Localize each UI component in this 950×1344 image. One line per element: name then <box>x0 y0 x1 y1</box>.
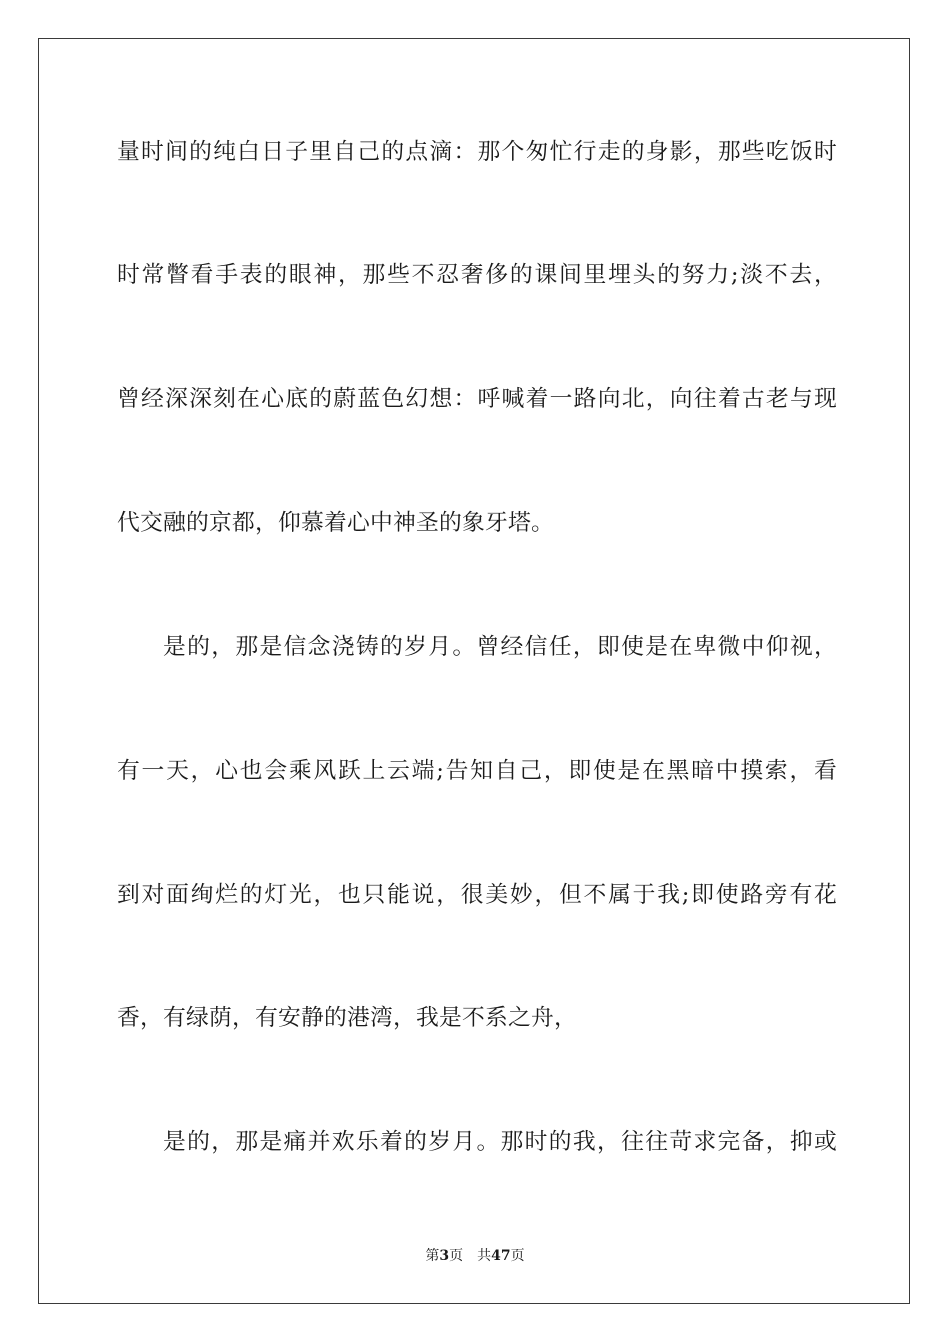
page-suffix: 页 <box>449 1248 464 1264</box>
text-line: 曾经深深刻在心底的蔚蓝色幻想：呼喊着一路向北，向往着古老与现 <box>117 386 837 412</box>
text-line: 有一天，心也会乘风跃上云端;告知自己，即使是在黑暗中摸索，看 <box>117 758 837 784</box>
total-prefix: 共 <box>477 1248 492 1264</box>
text-line: 香，有绿荫，有安静的港湾，我是不系之舟， <box>117 1005 577 1031</box>
page-footer <box>0 1246 950 1266</box>
page-prefix: 第 <box>425 1248 440 1264</box>
text-line: 到对面绚烂的灯光，也只能说，很美妙，但不属于我;即使路旁有花 <box>117 882 837 908</box>
text-line-paragraph-start: 是的，那是信念浇铸的岁月。曾经信任，即使是在卑微中仰视， <box>163 634 837 660</box>
text-line: 代交融的京都，仰慕着心中神圣的象牙塔。 <box>117 510 554 536</box>
page-number: 3 <box>439 1248 450 1264</box>
page-border <box>38 38 910 1304</box>
text-line: 量时间的纯白日子里自己的点滴：那个匆忙行走的身影，那些吃饭时 <box>117 139 837 165</box>
text-line: 时常瞥看手表的眼神，那些不忍奢侈的课间里埋头的努力;淡不去， <box>117 262 837 288</box>
total-suffix: 页 <box>510 1248 525 1264</box>
text-line-paragraph-start: 是的，那是痛并欢乐着的岁月。那时的我，往往苛求完备，抑或 <box>163 1129 837 1155</box>
total-pages: 47 <box>491 1248 511 1264</box>
